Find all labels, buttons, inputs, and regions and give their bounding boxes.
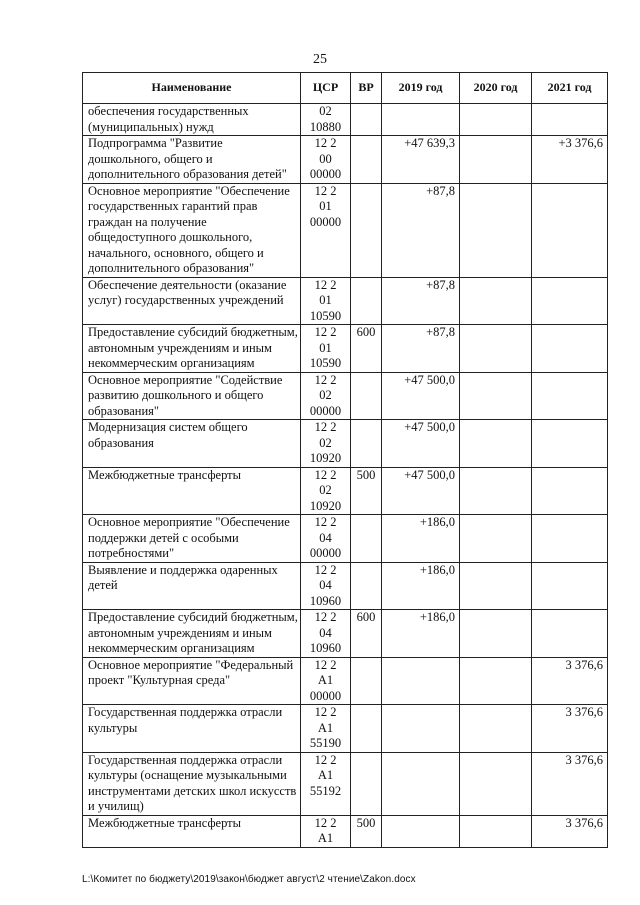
csr-code-part: 01: [319, 293, 332, 307]
csr-code-part: 12 2: [314, 752, 337, 767]
row-2019-cell: +186,0: [382, 515, 460, 563]
row-2019-cell: +87,8: [382, 325, 460, 373]
row-csr-cell: [301, 277, 351, 325]
row-vr-cell: 600: [351, 610, 382, 658]
row-2021-cell: [532, 277, 608, 325]
row-2021-cell: [532, 325, 608, 373]
row-csr-cell: [301, 104, 351, 136]
csr-code-part: 12 2: [314, 815, 337, 830]
row-2019-cell: +186,0: [382, 562, 460, 610]
row-csr-cell: [301, 610, 351, 658]
row-2021-cell: [532, 183, 608, 277]
csr-code-part: 02: [319, 483, 332, 497]
row-2019-cell: +87,8: [382, 277, 460, 325]
row-2020-cell: [460, 705, 532, 753]
table-header-row: [83, 73, 608, 104]
table-row: [83, 136, 608, 184]
table-row: [83, 325, 608, 373]
row-2019-cell: [382, 657, 460, 705]
row-2021-cell: 3 376,6: [532, 705, 608, 753]
row-2020-cell: [460, 815, 532, 847]
row-2020-cell: [460, 277, 532, 325]
csr-code-part: 00000: [309, 167, 342, 181]
row-name-cell: Модернизация систем общего образования: [83, 420, 301, 468]
row-2020-cell: [460, 136, 532, 184]
csr-code-part: 12 2: [314, 705, 337, 719]
csr-code-part: 12 2: [314, 420, 337, 434]
row-csr-cell: [301, 183, 351, 277]
csr-code-part: 12 2: [314, 183, 337, 198]
row-2020-cell: [460, 104, 532, 136]
csr-code-part: 01: [319, 199, 332, 213]
row-name-cell: Межбюджетные трансферты: [83, 815, 301, 847]
csr-code-part: 12 2: [314, 610, 337, 624]
row-2021-cell: [532, 420, 608, 468]
table-row: [83, 657, 608, 705]
csr-code-part: 02: [319, 388, 332, 402]
row-vr-cell: 600: [351, 325, 382, 373]
page-number: 25: [313, 52, 327, 67]
row-csr-cell: [301, 420, 351, 468]
csr-code-part: 00000: [309, 403, 342, 418]
row-name-cell: Межбюджетные трансферты: [83, 467, 301, 515]
table-row: [83, 277, 608, 325]
row-vr-cell: [351, 752, 382, 815]
row-2019-cell: +47 500,0: [382, 372, 460, 420]
row-2020-cell: [460, 325, 532, 373]
csr-code-part: А1: [317, 720, 334, 735]
row-2019-cell: [382, 705, 460, 753]
row-2021-cell: 3 376,6: [532, 657, 608, 705]
row-2019-cell: +47 500,0: [382, 467, 460, 515]
csr-code-part: 00000: [309, 214, 342, 229]
row-vr-cell: [351, 657, 382, 705]
row-name-cell: Обеспечение деятельности (оказание услуг) государственных учреждений: [83, 277, 301, 325]
table-row: [83, 705, 608, 753]
footer-file-path: L:\Комитет по бюджету\2019\закон\бюджет август\2 чтение\Zakon.docx: [82, 874, 416, 885]
table-row: [83, 515, 608, 563]
row-csr-cell: [301, 467, 351, 515]
table-row: [83, 183, 608, 277]
csr-code-part: 55190: [309, 736, 342, 750]
csr-code-part: 55192: [309, 783, 342, 798]
table-row: [83, 372, 608, 420]
csr-code-part: 12 2: [314, 562, 337, 577]
csr-code-part: 12 2: [314, 277, 337, 292]
row-vr-cell: [351, 420, 382, 468]
row-csr-cell: [301, 325, 351, 373]
row-vr-cell: [351, 515, 382, 563]
csr-code-part: 12 2: [314, 372, 337, 387]
table-row: [83, 562, 608, 610]
row-2020-cell: [460, 467, 532, 515]
table-row: [83, 467, 608, 515]
row-vr-cell: 500: [351, 467, 382, 515]
table-row: [83, 420, 608, 468]
row-csr-cell: [301, 705, 351, 753]
table-row: [83, 104, 608, 136]
row-name-cell: Подпрограмма "Развитие дошкольного, общего и дополнительного образования детей": [83, 136, 301, 184]
table-row: [83, 610, 608, 658]
csr-code-part: 02: [319, 435, 332, 450]
row-2021-cell: [532, 467, 608, 515]
csr-code-part: 10590: [309, 308, 342, 323]
row-2019-cell: +87,8: [382, 183, 460, 277]
row-name-cell: Предоставление субсидий бюджетным, автономным учреждениям и иным некоммерческим организациям: [83, 610, 301, 658]
row-2021-cell: [532, 372, 608, 420]
row-name-cell: Государственная поддержка отрасли культуры: [83, 705, 301, 753]
row-csr-cell: [301, 515, 351, 563]
row-csr-cell: [301, 372, 351, 420]
table-row: [83, 815, 608, 847]
row-2019-cell: [382, 752, 460, 815]
row-name-cell: Государственная поддержка отрасли культуры (оснащение музыкальными инструментами детских школ искусств и училищ): [83, 752, 301, 815]
csr-code-part: 04: [319, 625, 332, 640]
header-name: Наименование: [83, 73, 301, 104]
row-2019-cell: +47 500,0: [382, 420, 460, 468]
row-2020-cell: [460, 610, 532, 658]
row-name-cell: Основное мероприятие "Содействие развитию дошкольного и общего образования": [83, 372, 301, 420]
csr-code-part: А1: [317, 831, 334, 845]
csr-code-part: 12 2: [314, 467, 337, 482]
table-row: [83, 752, 608, 815]
row-2020-cell: [460, 562, 532, 610]
row-name-cell: Основное мероприятие "Обеспечение поддержки детей с особыми потребностями": [83, 515, 301, 563]
row-csr-cell: [301, 815, 351, 847]
row-2021-cell: [532, 104, 608, 136]
row-2021-cell: 3 376,6: [532, 752, 608, 815]
csr-code-part: 10960: [309, 641, 342, 655]
csr-code-part: 04: [319, 530, 332, 545]
csr-code-part: А1: [317, 673, 334, 687]
csr-code-part: 12 2: [314, 325, 337, 339]
row-vr-cell: [351, 183, 382, 277]
row-name-cell: Предоставление субсидий бюджетным, автономным учреждениям и иным некоммерческим организациям: [83, 325, 301, 373]
row-name-cell: Основное мероприятие "Обеспечение государственных гарантий прав граждан на получение общедоступного дошкольного, начального, основного, общего и дополнительного образования": [83, 183, 301, 277]
table-body: [83, 104, 608, 848]
row-2020-cell: [460, 372, 532, 420]
csr-code-part: 10920: [309, 498, 342, 513]
row-2019-cell: +47 639,3: [382, 136, 460, 184]
row-vr-cell: [351, 136, 382, 184]
row-2019-cell: +186,0: [382, 610, 460, 658]
header-vr: ВР: [351, 73, 382, 104]
row-2021-cell: [532, 562, 608, 610]
row-2019-cell: [382, 815, 460, 847]
csr-code-part: 00000: [309, 688, 342, 703]
csr-code-part: 10920: [309, 451, 342, 465]
row-2021-cell: [532, 610, 608, 658]
row-2021-cell: [532, 515, 608, 563]
row-name-cell: Выявление и поддержка одаренных детей: [83, 562, 301, 610]
row-vr-cell: [351, 372, 382, 420]
row-name-cell: Основное мероприятие "Федеральный проект "Культурная среда": [83, 657, 301, 705]
csr-code-part: 10590: [309, 356, 342, 370]
csr-code-part: 04: [319, 578, 332, 592]
row-csr-cell: [301, 752, 351, 815]
csr-code-part: А1: [317, 768, 334, 782]
csr-code-part: 12 2: [314, 136, 337, 150]
row-csr-cell: [301, 562, 351, 610]
csr-code-part: 10880: [309, 119, 342, 134]
budget-table: [82, 72, 608, 848]
row-name-cell: обеспечения государственных (муниципальных) нужд: [83, 104, 301, 136]
header-csr: ЦСР: [301, 73, 351, 104]
row-csr-cell: [301, 657, 351, 705]
csr-code-part: 12 2: [314, 657, 337, 672]
header-2019: 2019 год: [382, 73, 460, 104]
row-2021-cell: +3 376,6: [532, 136, 608, 184]
row-2019-cell: [382, 104, 460, 136]
row-vr-cell: [351, 705, 382, 753]
row-2020-cell: [460, 420, 532, 468]
row-vr-cell: 500: [351, 815, 382, 847]
row-2020-cell: [460, 183, 532, 277]
row-csr-cell: [301, 136, 351, 184]
row-2021-cell: 3 376,6: [532, 815, 608, 847]
header-2021: 2021 год: [532, 73, 608, 104]
csr-code-part: 01: [319, 340, 332, 355]
csr-code-part: 00: [319, 151, 332, 166]
header-2020: 2020 год: [460, 73, 532, 104]
row-2020-cell: [460, 752, 532, 815]
csr-code-part: 10960: [309, 593, 342, 608]
row-vr-cell: [351, 277, 382, 325]
csr-code-part: 12 2: [314, 515, 337, 529]
csr-code-part: 00000: [309, 546, 342, 560]
row-2020-cell: [460, 657, 532, 705]
row-vr-cell: [351, 562, 382, 610]
row-2020-cell: [460, 515, 532, 563]
csr-code-part: 02: [319, 104, 332, 118]
row-vr-cell: [351, 104, 382, 136]
